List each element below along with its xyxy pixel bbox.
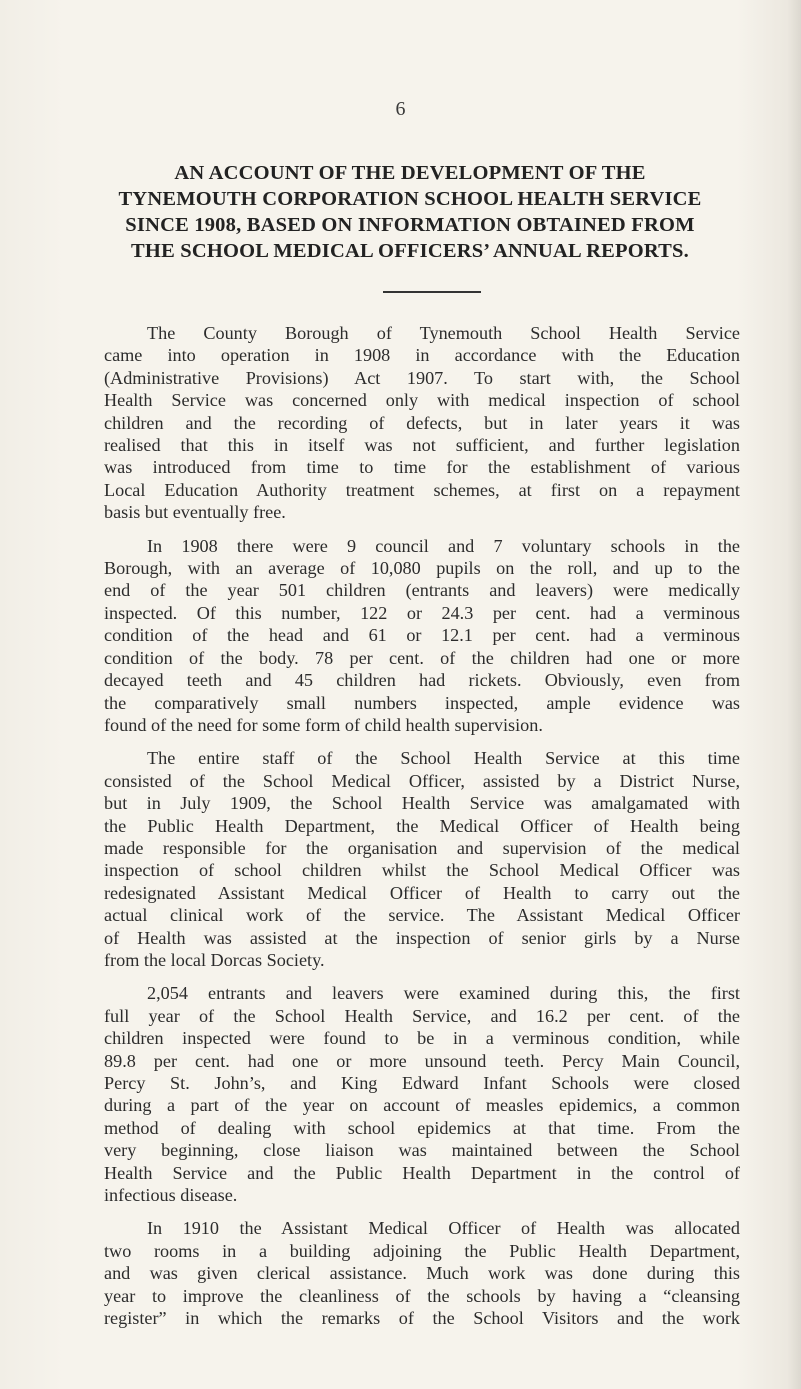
- text-line: and was given clerical assistance. Much work was done during this: [104, 1263, 740, 1284]
- page-number: 6: [395, 98, 406, 120]
- text-line: infectious disease.: [104, 1185, 238, 1206]
- heading-line: THE SCHOOL MEDICAL OFFICERS’ ANNUAL REPORTS.: [131, 240, 689, 262]
- text-line: children and the recording of defects, but in later years it was: [104, 412, 740, 433]
- heading-divider: [383, 291, 481, 293]
- text-line: decayed teeth and 45 children had rickets. Obviously, even from: [104, 670, 740, 691]
- text-line: end of the year 501 children (entrants and leavers) were medically: [104, 580, 740, 601]
- text-line: two rooms in a building adjoining the Public Health Department,: [104, 1240, 740, 1261]
- text-line: condition of the head and 61 or 12.1 per cent. had a verminous: [104, 625, 740, 646]
- text-line: Health Service was concerned only with medical inspection of school: [104, 390, 740, 411]
- text-line: realised that this in itself was not sufficient, and further legislation: [104, 435, 740, 456]
- body-text: [104, 322, 740, 1340]
- text-line: Health Service and the Public Health Department in the control of: [104, 1162, 740, 1183]
- text-line: inspected. Of this number, 122 or 24.3 per cent. had a verminous: [104, 602, 740, 623]
- paragraph: [104, 982, 740, 1206]
- text-line: basis but eventually free.: [104, 502, 286, 523]
- paragraph: [104, 535, 740, 737]
- text-line: the Public Health Department, the Medical Officer of Health being: [104, 815, 740, 836]
- text-line: found of the need for some form of child health supervision.: [104, 714, 543, 735]
- text-line: came into operation in 1908 in accordance with the Education: [104, 345, 740, 366]
- text-line: condition of the body. 78 per cent. of the children had one or more: [104, 647, 740, 668]
- paragraph: [104, 747, 740, 971]
- text-line: Borough, with an average of 10,080 pupils on the roll, and up to the: [104, 558, 740, 579]
- text-line: year to improve the cleanliness of the schools by having a “cleansing: [104, 1285, 740, 1306]
- text-line: from the local Dorcas Society.: [104, 949, 325, 970]
- text-line: the comparatively small numbers inspected, ample evidence was: [104, 692, 740, 713]
- text-line: In 1910 the Assistant Medical Officer of Health was allocated: [147, 1218, 740, 1239]
- text-line: method of dealing with school epidemics at that time. From the: [104, 1117, 740, 1138]
- text-line: during a part of the year on account of measles epidemics, a common: [104, 1095, 740, 1116]
- text-line: full year of the School Health Service, and 16.2 per cent. of the: [104, 1005, 740, 1026]
- text-line: consisted of the School Medical Officer, assisted by a District Nurse,: [104, 770, 740, 791]
- text-line: 89.8 per cent. had one or more unsound teeth. Percy Main Council,: [104, 1050, 740, 1071]
- text-line: very beginning, close liaison was maintained between the School: [104, 1140, 740, 1161]
- text-line: but in July 1909, the School Health Service was amalgamated with: [104, 793, 740, 814]
- text-line: was introduced from time to time for the establishment of various: [104, 457, 740, 478]
- paragraph: [104, 1217, 740, 1329]
- text-line: of Health was assisted at the inspection of senior girls by a Nurse: [104, 927, 740, 948]
- text-line: Percy St. John’s, and King Edward Infant Schools were closed: [104, 1073, 740, 1093]
- text-line: The entire staff of the School Health Service at this time: [147, 748, 740, 769]
- text-line: (Administrative Provisions) Act 1907. To start with, the School: [104, 367, 740, 388]
- text-line: redesignated Assistant Medical Officer of Health to carry out the: [104, 882, 740, 903]
- text-line: The County Borough of Tynemouth School Health Service: [147, 323, 740, 343]
- text-line: In 1908 there were 9 council and 7 voluntary schools in the: [147, 535, 740, 556]
- text-line: Local Education Authority treatment schemes, at first on a repayment: [104, 479, 740, 500]
- text-line: 2,054 entrants and leavers were examined during this, the first: [147, 983, 740, 1004]
- page-edge-shadow: [787, 0, 801, 1389]
- text-line: made responsible for the organisation and supervision of the medical: [104, 837, 740, 858]
- text-line: inspection of school children whilst the School Medical Officer was: [104, 860, 740, 881]
- text-line: actual clinical work of the service. The Assistant Medical Officer: [104, 905, 740, 926]
- text-line: register” in which the remarks of the School Visitors and the work: [104, 1308, 740, 1329]
- heading-line: AN ACCOUNT OF THE DEVELOPMENT OF THE: [174, 162, 646, 184]
- heading-line: TYNEMOUTH CORPORATION SCHOOL HEALTH SERVICE: [118, 188, 702, 210]
- heading-line: SINCE 1908, BASED ON INFORMATION OBTAINED FROM: [125, 214, 695, 236]
- document-heading: [95, 160, 725, 264]
- text-line: children inspected were found to be in a verminous condition, while: [104, 1028, 740, 1049]
- paragraph: [104, 322, 740, 524]
